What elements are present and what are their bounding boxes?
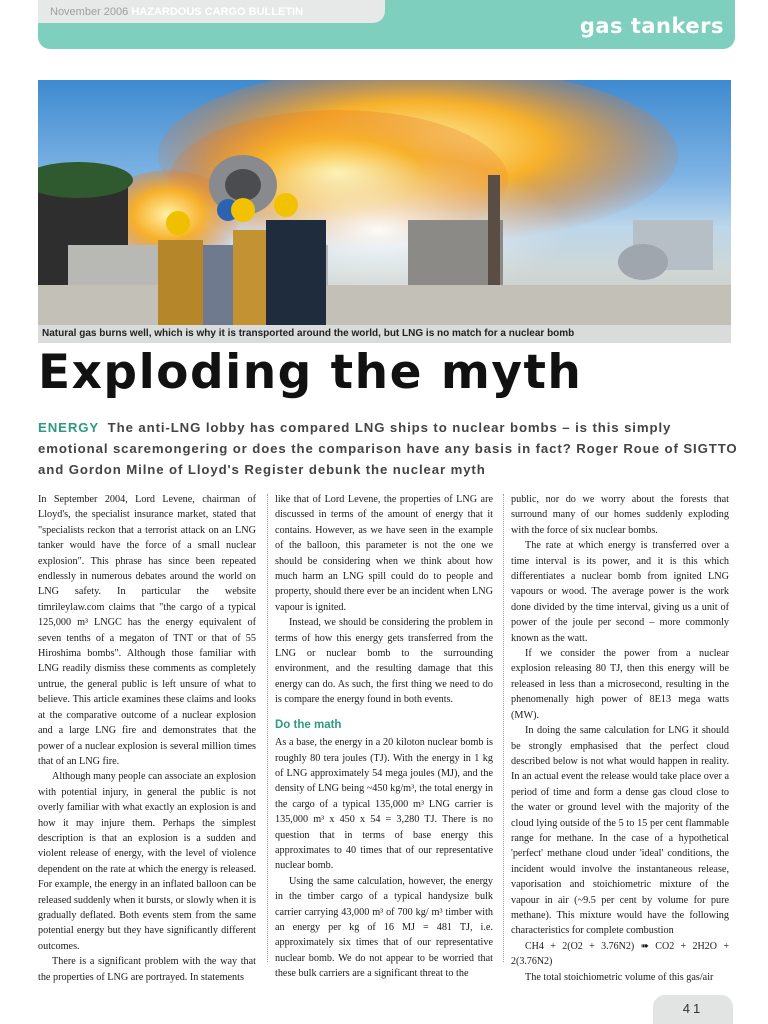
paragraph: There is a significant problem with the way that the properties of LNG are portrayed. In statements	[38, 956, 256, 983]
paragraph: public, nor do we worry about the forests that surround many of our homes suddenly exploding with the force of six nuclear bombs.	[511, 494, 729, 536]
section-subhead: Do the math	[275, 718, 342, 731]
paragraph: like that of Lord Levene, the properties of LNG are discussed in terms of the amount of energy that it contains. However, as we have seen in the example of the balloon, this parameter is not the one we should be considering when we think about how much harm an LNG spill could do to people and property, should there ever be an incident when LNG vapour is ignited.	[275, 494, 493, 613]
photo-caption: Natural gas burns well, which is why it is transported around the world, but LNG is no match for a nuclear bomb	[38, 325, 731, 343]
paragraph: In doing the same calculation for LNG it should be strongly emphasised that the perfect cloud described below is not what would happen in reality. In an actual event the release would take place over a period of time and form a dense gas cloud close to the water or ground level with the majority of the cloud lying outside of the 5 to 15 per cent flammable range for methane. In the case of a hypothetical 'perfect' methane cloud under 'ideal' conditions, the incident would involve the instantaneous release, vaporisation and stoichiometric mixture of the vapour in air (~9.5 per cent by volume for pure methane). This mixture would have the following characteristics for complete combustion	[511, 725, 729, 937]
paragraph: As a base, the energy in a 20 kiloton nuclear bomb is roughly 80 tera joules (TJ). With the energy in 1 kg of LNG approximately 54 mega joules (MJ), and the density of LNG being ~450 kg/m³, the total energy in the cargo of a typical 135,000 m³ LNG carrier is 135,000 m³ x 450 x 54 = 3,280 TJ. There is no question that in terms of base energy this approximates to 40 times that of our representative nuclear bomb.	[275, 737, 493, 872]
paragraph: The total stoichiometric volume of this gas/air	[525, 971, 714, 983]
paragraph: Although many people can associate an explosion with potential injury, in general the public is not overly familiar with what exactly an explosion is and how it may injure them. Perhaps the simplest description is that an explosion is a sudden and violent release of energy, with the level of violence dependent on the rate at which the energy is released. For example, the energy in an inflated balloon can be released suddenly when it bursts, or slowly when it is gradually deflated. Both events stem from the same potential energy but they have significantly different outcomes.	[38, 771, 256, 952]
paragraph: Instead, we should be considering the problem in terms of how this energy gets transferred from the LNG or nuclear bomb to the surrounding environment, and the resulting damage that this energy can do. As such, the first thing we need to do is compare the energy found in both events.	[275, 617, 493, 706]
article-column-1	[38, 492, 256, 985]
paragraph: The rate at which energy is transferred over a time interval is its power, and it is this which differentiates a nuclear bomb from ignited LNG vapours or wood. The average power is the work done divided by the time interval, giving us a unit of power of the joule per second – more commonly known as the watt.	[511, 540, 729, 644]
paragraph: If we consider the power from a nuclear explosion releasing 80 TJ, then this energy will be released in less than a microsecond, resulting in the phenomenally high power of 8E13 mega watts (MW).	[511, 648, 729, 721]
standfirst-text: The anti-LNG lobby has compared LNG ships to nuclear bombs – is this simply emotional scaremongering or does the comparison have any basis in fact? Roger Roue of SIGTTO and Gordon Milne of Lloyd's Register debunk the nuclear myth	[38, 420, 738, 477]
publication-name: HAZARDOUS CARGO BULLETIN	[131, 6, 304, 18]
article-standfirst	[38, 417, 738, 480]
column-divider	[503, 494, 504, 962]
page-number: 41	[682, 1001, 704, 1016]
issue-date-text: November 2006	[50, 6, 129, 18]
issue-date	[50, 6, 303, 18]
hero-photo	[38, 80, 731, 325]
article-headline: Exploding the myth	[38, 345, 583, 400]
section-title: gas tankers	[579, 14, 724, 38]
paragraph: In September 2004, Lord Levene, chairman of Lloyd's, the specialist insurance market, stated that "specialists reckon that a terrorist attack on an LNG tanker would have the force of a small nuclear explosion". This phrase has since been repeated endlessly in numerous debates around the world on LNG safety. In particular the website timrileylaw.com claims that "the cargo of a typical 125,000 m³ LNGC has the energy equivalent of seven tenths of a megaton of TNT or that of 55 Hiroshima bombs". Although those familiar with LNG readily dismiss these comments as completely untrue, the general public is left unsure of what to believe. This article examines these claims and looks at the comparative outcome of a nuclear explosion and a large LNG fire and demonstrates that the power of a nuclear explosion is several million times that of an LNG fire.	[38, 494, 256, 767]
category-tag: ENERGY	[38, 420, 100, 435]
article-column-3	[511, 492, 729, 985]
chemical-formula: CH4 + 2(O2 + 3.76N2) ➠ CO2 + 2H2O + 2(3.76N2)	[511, 940, 729, 968]
paragraph: Using the same calculation, however, the energy in the timber cargo of a typical handysize bulk carrier carrying 43,000 m³ of 700 kg/ m³ timber with an energy per kg of 16 MJ = 481 TJ, i.e. approximately six times that of our representative nuclear bomb. We do not appear to be worried that these bulk carriers are a significant threat to the	[275, 875, 493, 980]
fire-training-photo-icon	[38, 80, 731, 325]
article-column-2	[275, 492, 493, 982]
column-divider	[267, 494, 268, 962]
